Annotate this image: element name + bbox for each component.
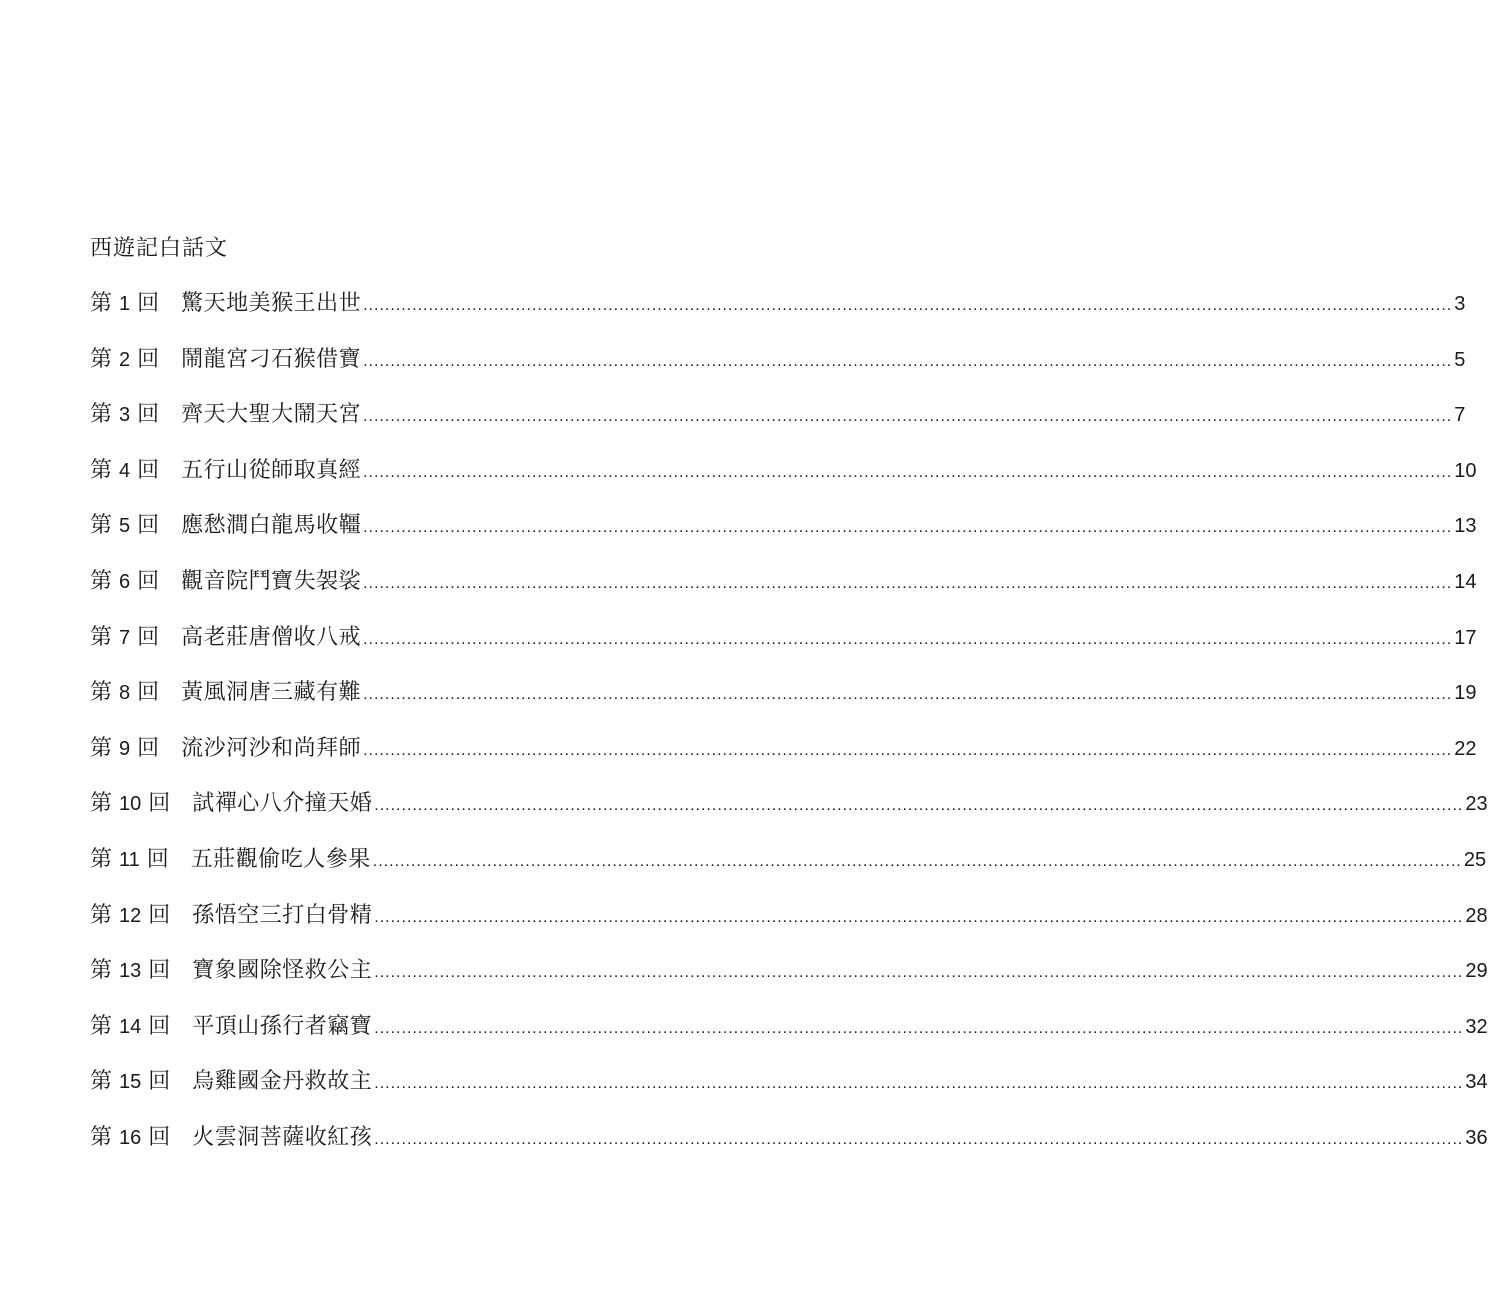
- toc-entry[interactable]: [90, 676, 1477, 732]
- chapter-number: [90, 954, 192, 988]
- chapter-index: 15: [119, 1071, 142, 1094]
- chapter-prefix: 第: [90, 568, 119, 594]
- chapter-title: 平頂山孫行者竊寶: [192, 1013, 373, 1039]
- chapter-number: [90, 621, 181, 655]
- table-of-contents: [90, 287, 1488, 1177]
- page-number: 32: [1465, 1015, 1488, 1038]
- chapter-prefix: 第: [90, 402, 119, 428]
- chapter-prefix: 第: [90, 624, 119, 650]
- chapter-index: 11: [119, 848, 140, 871]
- chapter-prefix: 第: [90, 346, 119, 372]
- chapter-prefix: 第: [90, 457, 119, 483]
- chapter-index: 12: [119, 904, 142, 927]
- chapter-number: [90, 1010, 192, 1044]
- chapter-prefix: 第: [90, 1013, 119, 1039]
- chapter-number: [90, 343, 181, 377]
- page-number: 5: [1454, 348, 1466, 371]
- chapter-suffix: 回: [139, 846, 191, 872]
- chapter-prefix: 第: [90, 902, 119, 928]
- dot-leader: ........................................................................................................................................................................................................: [374, 964, 1464, 982]
- dot-leader: ........................................................................................................................................................................................................: [363, 519, 1453, 537]
- chapter-suffix: 回: [130, 402, 182, 428]
- page-number: 17: [1454, 626, 1477, 649]
- toc-entry[interactable]: [90, 1010, 1488, 1066]
- chapter-suffix: 回: [130, 680, 182, 706]
- chapter-suffix: 回: [141, 1124, 193, 1150]
- chapter-title: 觀音院鬥寶失袈裟: [181, 568, 362, 594]
- chapter-title: 驚天地美猴王出世: [181, 291, 362, 316]
- chapter-index: 10: [119, 793, 142, 816]
- toc-entry[interactable]: [90, 1065, 1488, 1121]
- chapter-suffix: 回: [130, 568, 182, 594]
- chapter-prefix: 第: [90, 846, 119, 872]
- chapter-number: [90, 1121, 192, 1155]
- chapter-prefix: 第: [90, 291, 119, 316]
- chapter-number: [90, 899, 192, 933]
- chapter-index: 7: [119, 626, 131, 649]
- chapter-title: 應愁澗白龍馬收韁: [181, 513, 362, 539]
- toc-entry[interactable]: [90, 899, 1488, 955]
- chapter-prefix: 第: [90, 958, 119, 984]
- page-number: 23: [1465, 793, 1488, 816]
- dot-leader: ........................................................................................................................................................................................................: [363, 408, 1453, 426]
- chapter-index: 14: [119, 1015, 142, 1038]
- toc-entry[interactable]: [90, 343, 1466, 399]
- page-number: 10: [1454, 459, 1477, 482]
- dot-leader: ........................................................................................................................................................................................................: [374, 797, 1464, 815]
- chapter-index: 1: [119, 293, 131, 315]
- chapter-index: 5: [119, 515, 131, 538]
- chapter-title: 五行山從師取真經: [181, 457, 362, 483]
- page-number: 22: [1454, 737, 1477, 760]
- chapter-title: 孫悟空三打白骨精: [192, 902, 373, 928]
- toc-entry[interactable]: [90, 287, 1466, 343]
- chapter-index: 16: [119, 1126, 142, 1149]
- chapter-index: 6: [119, 570, 131, 593]
- dot-leader: ........................................................................................................................................................................................................: [363, 463, 1453, 481]
- chapter-number: [90, 787, 192, 821]
- dot-leader: ........................................................................................................................................................................................................: [363, 686, 1453, 704]
- chapter-index: 13: [119, 960, 142, 983]
- toc-entry[interactable]: [90, 454, 1477, 510]
- page-number: 34: [1465, 1071, 1488, 1094]
- chapter-index: 2: [119, 348, 131, 371]
- chapter-prefix: 第: [90, 735, 119, 761]
- dot-leader: ........................................................................................................................................................................................................: [363, 630, 1453, 648]
- page-number: 28: [1465, 904, 1488, 927]
- chapter-prefix: 第: [90, 1069, 119, 1095]
- chapter-number: [90, 843, 191, 877]
- chapter-suffix: 回: [141, 1013, 193, 1039]
- chapter-index: 9: [119, 737, 131, 760]
- chapter-number: [90, 287, 181, 321]
- chapter-suffix: 回: [141, 902, 193, 928]
- chapter-number: [90, 565, 181, 599]
- toc-entry[interactable]: [90, 398, 1466, 454]
- chapter-title: 試禪心八介撞天婚: [192, 791, 373, 817]
- chapter-number: [90, 732, 181, 766]
- chapter-title: 寶象國除怪救公主: [192, 958, 373, 984]
- chapter-title: 流沙河沙和尚拜師: [181, 735, 362, 761]
- chapter-suffix: 回: [141, 958, 193, 984]
- chapter-number: [90, 1065, 192, 1099]
- chapter-suffix: 回: [130, 513, 182, 539]
- chapter-title: 黃風洞唐三藏有難: [181, 680, 362, 706]
- page-number: 3: [1454, 293, 1466, 315]
- chapter-number: [90, 676, 181, 710]
- chapter-suffix: 回: [141, 791, 193, 817]
- chapter-index: 3: [119, 404, 131, 427]
- toc-entry[interactable]: [90, 565, 1477, 621]
- page-number: 19: [1454, 682, 1477, 705]
- page-number: 7: [1454, 404, 1466, 427]
- chapter-prefix: 第: [90, 791, 119, 817]
- toc-entry[interactable]: [90, 843, 1487, 899]
- chapter-title: 齊天大聖大鬧天宮: [181, 402, 362, 428]
- toc-entry[interactable]: [90, 1121, 1488, 1177]
- page-number: 29: [1465, 960, 1488, 983]
- chapter-suffix: 回: [130, 624, 182, 650]
- page-number: 25: [1463, 848, 1487, 871]
- toc-entry[interactable]: [90, 787, 1488, 843]
- chapter-title: 火雲洞菩薩收紅孩: [192, 1124, 373, 1150]
- chapter-title: 高老莊唐僧收八戒: [181, 624, 362, 650]
- chapter-suffix: 回: [130, 291, 182, 316]
- dot-leader: ........................................................................................................................................................................................................: [363, 297, 1453, 314]
- dot-leader: ........................................................................................................................................................................................................: [374, 908, 1464, 926]
- page-number: 14: [1454, 570, 1477, 593]
- toc-entry[interactable]: [90, 621, 1477, 677]
- toc-entry[interactable]: [90, 732, 1477, 788]
- page-number: 13: [1454, 515, 1477, 538]
- chapter-index: 4: [119, 459, 131, 482]
- chapter-prefix: 第: [90, 680, 119, 706]
- chapter-suffix: 回: [130, 346, 182, 372]
- toc-entry[interactable]: [90, 509, 1477, 565]
- toc-entry[interactable]: [90, 954, 1488, 1010]
- chapter-suffix: 回: [130, 735, 182, 761]
- dot-leader: ........................................................................................................................................................................................................: [374, 1019, 1464, 1037]
- dot-leader: ........................................................................................................................................................................................................: [372, 852, 1462, 870]
- chapter-number: [90, 454, 181, 488]
- dot-leader: ........................................................................................................................................................................................................: [374, 1130, 1464, 1148]
- chapter-suffix: 回: [130, 457, 182, 483]
- chapter-prefix: 第: [90, 513, 119, 539]
- page-number: 36: [1465, 1126, 1488, 1149]
- dot-leader: ........................................................................................................................................................................................................: [363, 574, 1453, 592]
- chapter-number: [90, 398, 181, 432]
- chapter-title: 鬧龍宮刁石猴借寶: [181, 346, 362, 372]
- document-title: 西遊記白話文: [90, 236, 229, 261]
- dot-leader: ........................................................................................................................................................................................................: [363, 352, 1453, 370]
- chapter-suffix: 回: [141, 1069, 193, 1095]
- dot-leader: ........................................................................................................................................................................................................: [374, 1075, 1464, 1093]
- chapter-prefix: 第: [90, 1124, 119, 1150]
- chapter-title: 五莊觀偷吃人參果: [190, 846, 371, 872]
- chapter-index: 8: [119, 682, 131, 705]
- chapter-number: [90, 509, 181, 543]
- dot-leader: ........................................................................................................................................................................................................: [363, 741, 1453, 759]
- chapter-title: 烏雞國金丹救故主: [192, 1069, 373, 1095]
